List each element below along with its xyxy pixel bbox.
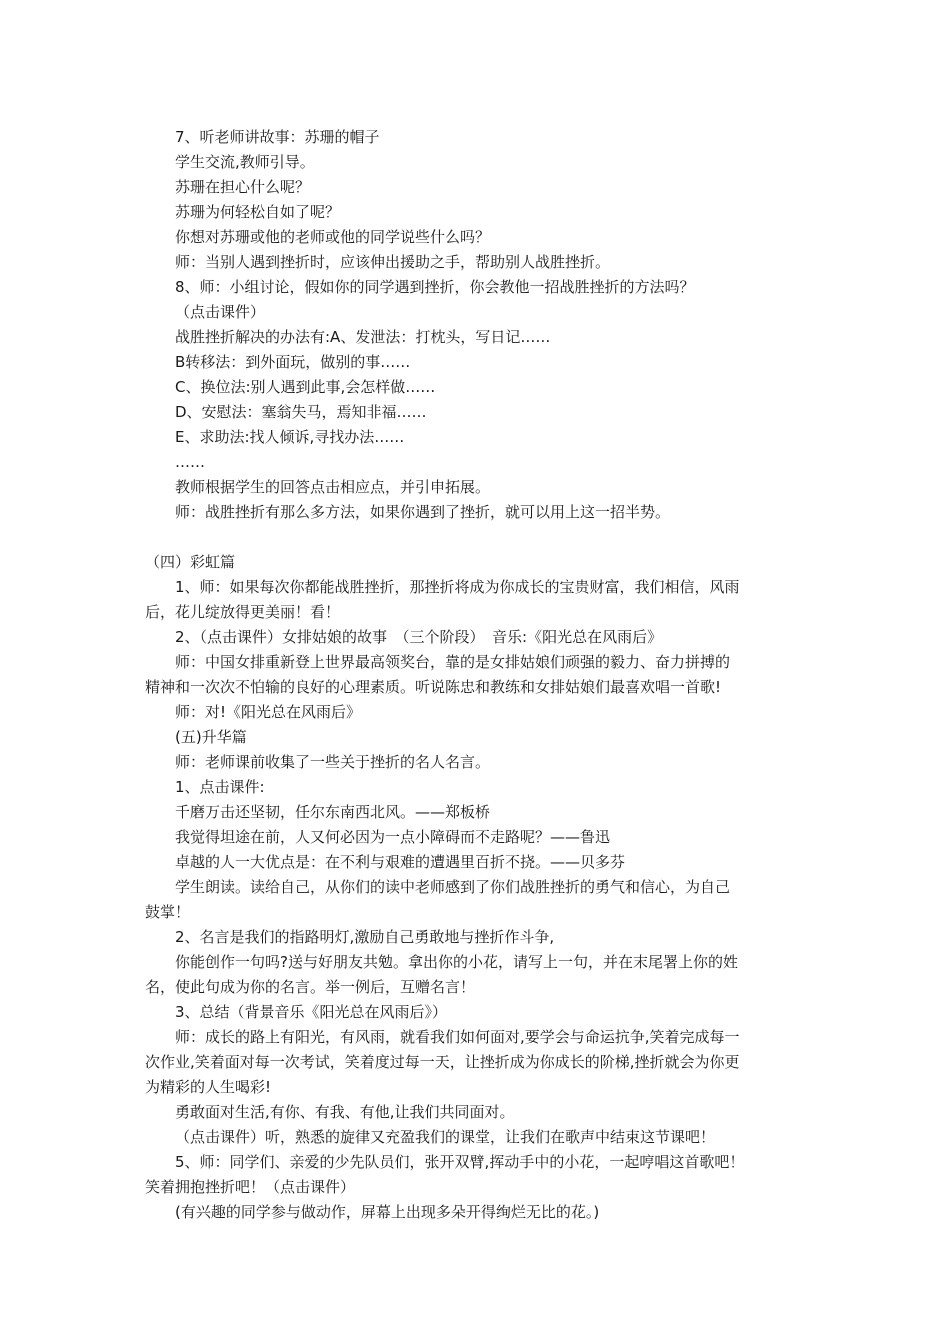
- paragraph: 苏珊在担心什么呢？: [175, 178, 311, 196]
- paragraph: 苏珊为何轻松自如了呢？: [175, 203, 341, 221]
- paragraph: 次作业,笑着面对每一次考试，笑着度过每一天，让挫折成为你成长的阶梯,挫折就会为你更: [145, 1053, 740, 1071]
- paragraph: 2、名言是我们的指路明灯,激励自己勇敢地与挫折作斗争,: [175, 928, 555, 946]
- list-item: 战胜挫折解决的办法有:A、发泄法：打枕头，写日记……: [175, 328, 551, 346]
- paragraph: 后，花儿绽放得更美丽！看！: [145, 603, 341, 621]
- paragraph: （点击课件）: [175, 303, 266, 321]
- paragraph: 3、总结（背景音乐《阳光总在风雨后》）: [175, 1003, 448, 1021]
- paragraph: 精神和一次次不怕输的良好的心理素质。听说陈忠和教练和女排姑娘们最喜欢唱一首歌!: [145, 678, 722, 696]
- list-item: E、求助法:找人倾诉,寻找办法……: [175, 428, 405, 446]
- paragraph: 1、师：如果每次你都能战胜挫折，那挫折将成为你成长的宝贵财富，我们相信，风雨: [175, 578, 740, 596]
- paragraph: 8、师：小组讨论，假如你的同学遇到挫折，你会教他一招战胜挫折的方法吗？: [175, 278, 695, 296]
- paragraph: 师：当别人遇到挫折时，应该伸出援助之手，帮助别人战胜挫折。: [175, 253, 611, 271]
- paragraph: 师：中国女排重新登上世界最高领奖台，靠的是女排姑娘们顽强的毅力、奋力拼搏的: [175, 653, 731, 671]
- paragraph: 1、点击课件:: [175, 778, 265, 796]
- paragraph: 2、（点击课件）女排姑娘的故事 （三个阶段） 音乐:《阳光总在风雨后》: [175, 628, 663, 646]
- paragraph: （点击课件）听，熟悉的旋律又充盈我们的课堂，让我们在歌声中结束这节课吧！: [175, 1128, 716, 1146]
- paragraph: (有兴趣的同学参与做动作，屏幕上出现多朵开得绚烂无比的花。): [175, 1203, 600, 1221]
- quote: 我觉得坦途在前，人又何必因为一点小障碍而不走路呢？——鲁迅: [175, 828, 611, 846]
- paragraph: 5、师：同学们、亲爱的少先队员们，张开双臂,挥动手中的小花，一起哼唱这首歌吧！: [175, 1153, 745, 1171]
- list-item: C、换位法:别人遇到此事,会怎样做……: [175, 378, 436, 396]
- section-heading: （四）彩虹篇: [145, 553, 236, 571]
- paragraph: 你能创作一句吗?送与好朋友共勉。拿出你的小花，请写上一句，并在末尾署上你的姓: [175, 953, 738, 971]
- list-item: D、安慰法：塞翁失马，焉知非福……: [175, 403, 427, 421]
- paragraph: 学生交流,教师引导。: [175, 153, 315, 171]
- paragraph: 师：战胜挫折有那么多方法，如果你遇到了挫折，就可以用上这一招半势。: [175, 503, 671, 521]
- paragraph: 笑着拥抱挫折吧！（点击课件）: [145, 1178, 356, 1196]
- paragraph: 师：老师课前收集了一些关于挫折的名人名言。: [175, 753, 491, 771]
- paragraph: 勇敢面对生活,有你、有我、有他,让我们共同面对。: [175, 1103, 515, 1121]
- paragraph: 学生朗读。读给自己，从你们的读中老师感到了你们战胜挫折的勇气和信心，为自己: [175, 878, 731, 896]
- ellipsis: ……: [175, 453, 205, 471]
- story-heading: 7、听老师讲故事：苏珊的帽子: [175, 128, 380, 146]
- paragraph: 为精彩的人生喝彩!: [145, 1078, 272, 1096]
- section-heading: (五)升华篇: [175, 728, 247, 746]
- quote: 千磨万击还坚韧，任尔东南西北风。——郑板桥: [175, 803, 491, 821]
- paragraph: 名，使此句成为你的名言。举一例后，互赠名言！: [145, 978, 476, 996]
- quote: 卓越的人一大优点是：在不利与艰难的遭遇里百折不挠。——贝多芬: [175, 853, 626, 871]
- paragraph: 师：对!《阳光总在风雨后》: [175, 703, 362, 721]
- paragraph: 鼓掌！: [145, 903, 191, 921]
- paragraph: 师：成长的路上有阳光，有风雨，就看我们如何面对,要学会与命运抗争,笑着完成每一: [175, 1028, 740, 1046]
- paragraph: 教师根据学生的回答点击相应点，并引申拓展。: [175, 478, 491, 496]
- list-item: B转移法：到外面玩，做别的事……: [175, 353, 411, 371]
- paragraph: 你想对苏珊或他的老师或他的同学说些什么吗？: [175, 228, 491, 246]
